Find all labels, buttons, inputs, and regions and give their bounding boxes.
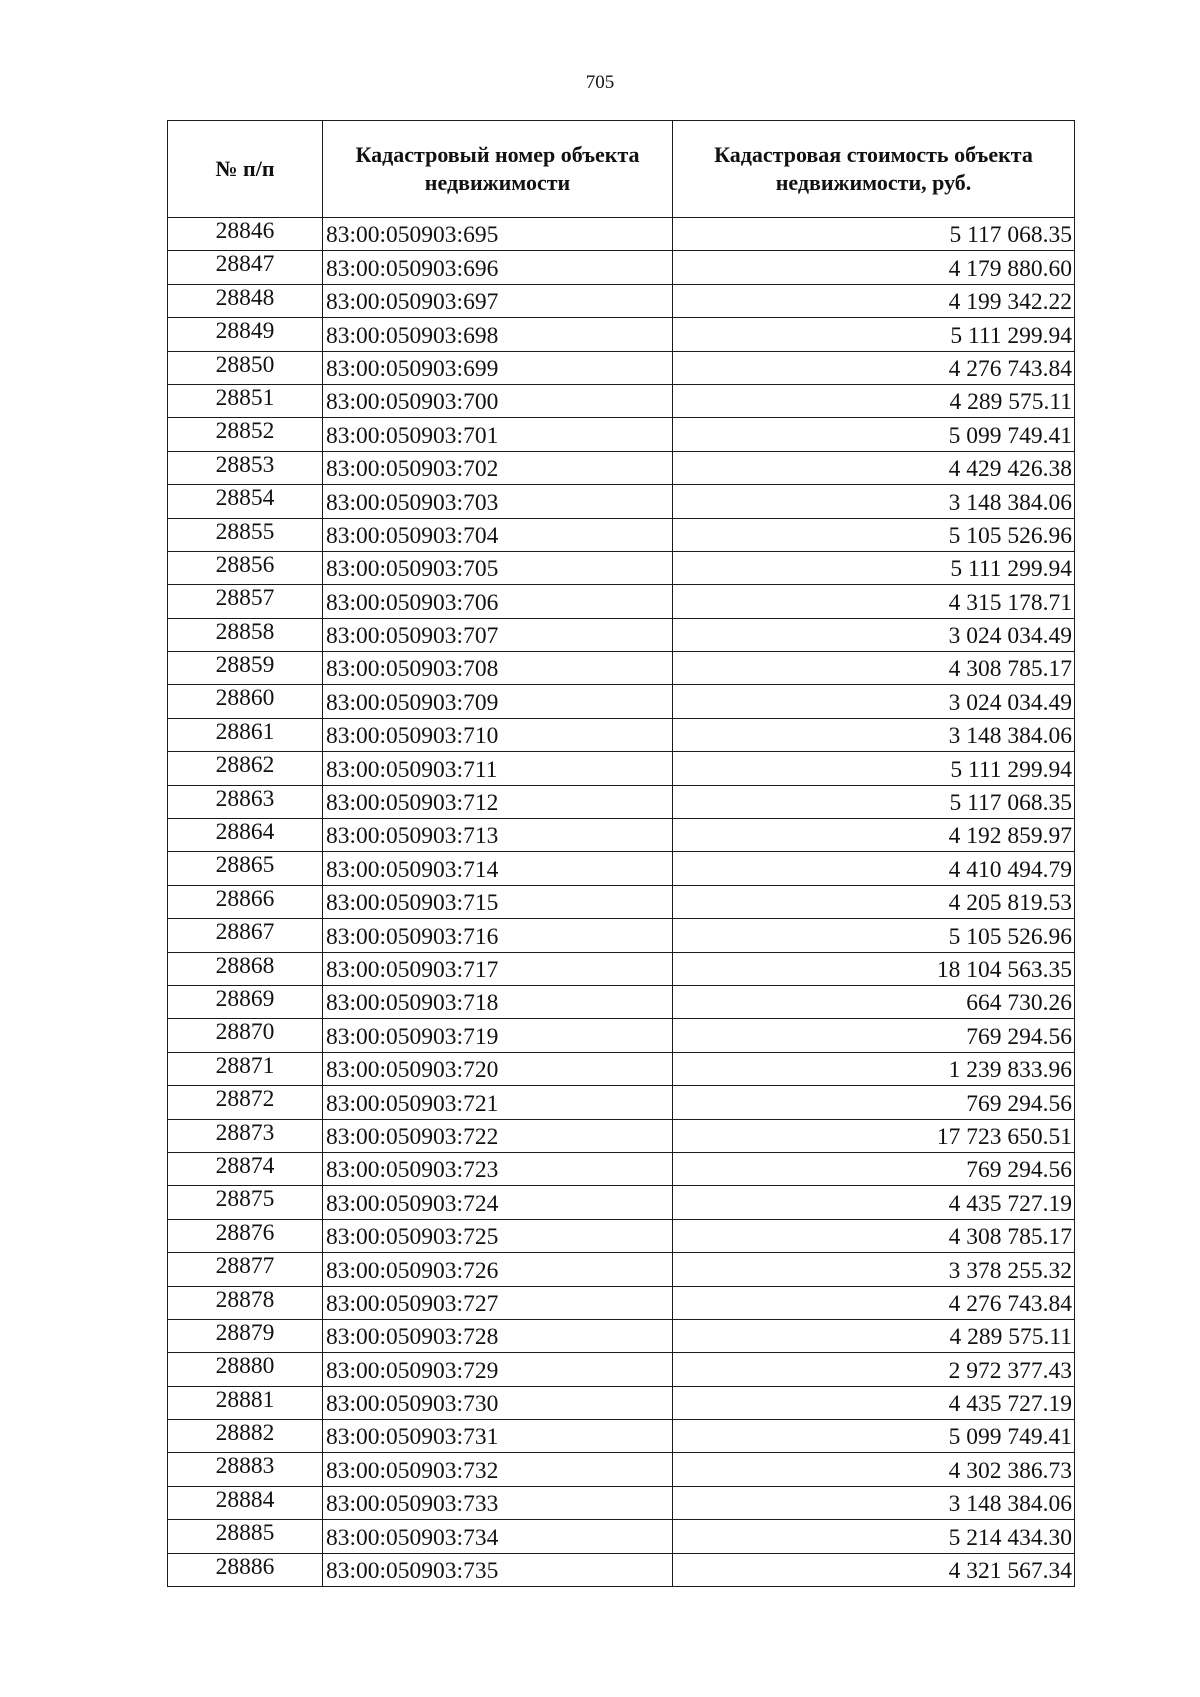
row-number-cell: 28855 (168, 518, 323, 551)
row-number-cell: 28881 (168, 1386, 323, 1419)
row-number-cell: 28875 (168, 1186, 323, 1219)
cadastral-value-cell: 664 730.26 (673, 985, 1075, 1018)
table-row (168, 885, 1075, 918)
cadastral-number-cell: 83:00:050903:734 (323, 1520, 673, 1553)
table-row (168, 1353, 1075, 1386)
cadastral-number-cell: 83:00:050903:718 (323, 985, 673, 1018)
row-number-cell: 28854 (168, 485, 323, 518)
table-row (168, 1052, 1075, 1085)
cadastral-number-cell: 83:00:050903:722 (323, 1119, 673, 1152)
row-number-cell: 28848 (168, 284, 323, 317)
cadastral-value-cell: 5 105 526.96 (673, 919, 1075, 952)
cadastral-number-cell: 83:00:050903:701 (323, 418, 673, 451)
row-number-cell: 28847 (168, 251, 323, 284)
cadastral-value-cell: 2 972 377.43 (673, 1353, 1075, 1386)
cadastral-value-cell: 3 148 384.06 (673, 485, 1075, 518)
table-row (168, 318, 1075, 351)
table-row (168, 718, 1075, 751)
table-row (168, 284, 1075, 317)
table-row (168, 1386, 1075, 1419)
table-row (168, 1486, 1075, 1519)
row-number-cell: 28846 (168, 218, 323, 251)
row-number-cell: 28871 (168, 1052, 323, 1085)
table-row (168, 985, 1075, 1018)
cadastral-value-cell: 4 289 575.11 (673, 384, 1075, 417)
cadastral-number-cell: 83:00:050903:731 (323, 1420, 673, 1453)
row-number-cell: 28885 (168, 1520, 323, 1553)
cadastral-number-cell: 83:00:050903:733 (323, 1486, 673, 1519)
cadastral-value-cell: 5 111 299.94 (673, 752, 1075, 785)
cadastral-number-cell: 83:00:050903:711 (323, 752, 673, 785)
row-number-cell: 28879 (168, 1319, 323, 1352)
row-number-cell: 28851 (168, 384, 323, 417)
cadastral-value-cell: 4 308 785.17 (673, 652, 1075, 685)
table-row (168, 1152, 1075, 1185)
row-number-cell: 28876 (168, 1219, 323, 1252)
cadastral-number-cell: 83:00:050903:697 (323, 284, 673, 317)
cadastral-value-cell: 769 294.56 (673, 1019, 1075, 1052)
cadastral-value-cell: 5 117 068.35 (673, 218, 1075, 251)
cadastral-number-cell: 83:00:050903:730 (323, 1386, 673, 1419)
table-row (168, 685, 1075, 718)
table-row (168, 1453, 1075, 1486)
row-number-cell: 28865 (168, 852, 323, 885)
cadastral-number-cell: 83:00:050903:725 (323, 1219, 673, 1252)
row-number-cell: 28874 (168, 1152, 323, 1185)
cadastral-value-cell: 5 099 749.41 (673, 418, 1075, 451)
cadastral-number-cell: 83:00:050903:708 (323, 652, 673, 685)
cadastral-number-cell: 83:00:050903:713 (323, 819, 673, 852)
table-row (168, 485, 1075, 518)
header-row-number: № п/п (168, 121, 323, 218)
table-row (168, 1219, 1075, 1252)
cadastral-number-cell: 83:00:050903:716 (323, 919, 673, 952)
cadastral-number-cell: 83:00:050903:729 (323, 1353, 673, 1386)
row-number-cell: 28856 (168, 551, 323, 584)
cadastral-number-cell: 83:00:050903:695 (323, 218, 673, 251)
cadastral-number-cell: 83:00:050903:712 (323, 785, 673, 818)
cadastral-number-cell: 83:00:050903:705 (323, 551, 673, 584)
table-row (168, 1553, 1075, 1586)
cadastral-value-cell: 4 289 575.11 (673, 1319, 1075, 1352)
cadastral-value-cell: 4 308 785.17 (673, 1219, 1075, 1252)
cadastral-number-cell: 83:00:050903:702 (323, 451, 673, 484)
cadastral-number-cell: 83:00:050903:723 (323, 1152, 673, 1185)
table-row (168, 351, 1075, 384)
row-number-cell: 28857 (168, 585, 323, 618)
cadastral-value-cell: 4 302 386.73 (673, 1453, 1075, 1486)
table-row (168, 585, 1075, 618)
cadastral-number-cell: 83:00:050903:710 (323, 718, 673, 751)
cadastral-number-cell: 83:00:050903:715 (323, 885, 673, 918)
cadastral-number-cell: 83:00:050903:735 (323, 1553, 673, 1586)
header-cadastral-value: Кадастровая стоимость объекта недвижимости, руб. (673, 121, 1075, 218)
row-number-cell: 28861 (168, 718, 323, 751)
cadastral-value-cell: 4 179 880.60 (673, 251, 1075, 284)
row-number-cell: 28858 (168, 618, 323, 651)
table-row (168, 1019, 1075, 1052)
cadastral-number-cell: 83:00:050903:720 (323, 1052, 673, 1085)
cadastral-value-cell: 5 105 526.96 (673, 518, 1075, 551)
table-row (168, 518, 1075, 551)
table-row (168, 418, 1075, 451)
cadastral-value-table (167, 120, 1075, 1587)
cadastral-value-cell: 4 199 342.22 (673, 284, 1075, 317)
table-row (168, 218, 1075, 251)
table-body (168, 218, 1075, 1587)
row-number-cell: 28849 (168, 318, 323, 351)
table-row (168, 451, 1075, 484)
row-number-cell: 28863 (168, 785, 323, 818)
cadastral-number-cell: 83:00:050903:700 (323, 384, 673, 417)
row-number-cell: 28862 (168, 752, 323, 785)
cadastral-value-cell: 4 315 178.71 (673, 585, 1075, 618)
row-number-cell: 28870 (168, 1019, 323, 1052)
row-number-cell: 28869 (168, 985, 323, 1018)
cadastral-value-cell: 4 276 743.84 (673, 1286, 1075, 1319)
cadastral-number-cell: 83:00:050903:698 (323, 318, 673, 351)
cadastral-value-cell: 1 239 833.96 (673, 1052, 1075, 1085)
row-number-cell: 28882 (168, 1420, 323, 1453)
header-row (168, 121, 1075, 218)
cadastral-value-cell: 3 024 034.49 (673, 685, 1075, 718)
table-row (168, 852, 1075, 885)
cadastral-value-cell: 3 148 384.06 (673, 1486, 1075, 1519)
cadastral-value-cell: 4 276 743.84 (673, 351, 1075, 384)
cadastral-number-cell: 83:00:050903:721 (323, 1086, 673, 1119)
cadastral-number-cell: 83:00:050903:707 (323, 618, 673, 651)
cadastral-number-cell: 83:00:050903:724 (323, 1186, 673, 1219)
cadastral-value-cell: 4 321 567.34 (673, 1553, 1075, 1586)
cadastral-number-cell: 83:00:050903:719 (323, 1019, 673, 1052)
cadastral-number-cell: 83:00:050903:726 (323, 1253, 673, 1286)
cadastral-number-cell: 83:00:050903:732 (323, 1453, 673, 1486)
cadastral-value-cell: 4 410 494.79 (673, 852, 1075, 885)
cadastral-value-cell: 18 104 563.35 (673, 952, 1075, 985)
cadastral-number-cell: 83:00:050903:709 (323, 685, 673, 718)
cadastral-value-cell: 17 723 650.51 (673, 1119, 1075, 1152)
cadastral-value-cell: 4 429 426.38 (673, 451, 1075, 484)
cadastral-number-cell: 83:00:050903:704 (323, 518, 673, 551)
cadastral-number-cell: 83:00:050903:706 (323, 585, 673, 618)
table-row (168, 785, 1075, 818)
header-cadastral-number: Кадастровый номер объекта недвижимости (323, 121, 673, 218)
cadastral-value-cell: 769 294.56 (673, 1086, 1075, 1119)
cadastral-value-cell: 5 111 299.94 (673, 318, 1075, 351)
table-row (168, 618, 1075, 651)
table-row (168, 1086, 1075, 1119)
row-number-cell: 28878 (168, 1286, 323, 1319)
cadastral-value-cell: 5 214 434.30 (673, 1520, 1075, 1553)
table-row (168, 551, 1075, 584)
table-row (168, 1286, 1075, 1319)
row-number-cell: 28873 (168, 1119, 323, 1152)
cadastral-value-cell: 3 378 255.32 (673, 1253, 1075, 1286)
cadastral-number-cell: 83:00:050903:714 (323, 852, 673, 885)
cadastral-number-cell: 83:00:050903:699 (323, 351, 673, 384)
cadastral-value-cell: 4 435 727.19 (673, 1186, 1075, 1219)
row-number-cell: 28866 (168, 885, 323, 918)
row-number-cell: 28868 (168, 952, 323, 985)
cadastral-value-cell: 5 117 068.35 (673, 785, 1075, 818)
cadastral-value-cell: 3 148 384.06 (673, 718, 1075, 751)
table-row (168, 1119, 1075, 1152)
table-row (168, 384, 1075, 417)
table-header (168, 121, 1075, 218)
page-number: 705 (585, 72, 615, 93)
table-row (168, 919, 1075, 952)
cadastral-value-cell: 4 435 727.19 (673, 1386, 1075, 1419)
row-number-cell: 28852 (168, 418, 323, 451)
row-number-cell: 28886 (168, 1553, 323, 1586)
cadastral-value-cell: 4 192 859.97 (673, 819, 1075, 852)
cadastral-value-cell: 3 024 034.49 (673, 618, 1075, 651)
table-row (168, 1420, 1075, 1453)
table-row (168, 952, 1075, 985)
row-number-cell: 28860 (168, 685, 323, 718)
row-number-cell: 28859 (168, 652, 323, 685)
row-number-cell: 28884 (168, 1486, 323, 1519)
table-row (168, 1520, 1075, 1553)
cadastral-value-cell: 5 111 299.94 (673, 551, 1075, 584)
table-row (168, 652, 1075, 685)
cadastral-value-cell: 769 294.56 (673, 1152, 1075, 1185)
cadastral-number-cell: 83:00:050903:717 (323, 952, 673, 985)
cadastral-number-cell: 83:00:050903:703 (323, 485, 673, 518)
table-row (168, 819, 1075, 852)
cadastral-number-cell: 83:00:050903:696 (323, 251, 673, 284)
row-number-cell: 28853 (168, 451, 323, 484)
table-row (168, 251, 1075, 284)
cadastral-number-cell: 83:00:050903:728 (323, 1319, 673, 1352)
table-row (168, 1319, 1075, 1352)
row-number-cell: 28883 (168, 1453, 323, 1486)
cadastral-value-cell: 5 099 749.41 (673, 1420, 1075, 1453)
row-number-cell: 28880 (168, 1353, 323, 1386)
table-row (168, 1253, 1075, 1286)
cadastral-number-cell: 83:00:050903:727 (323, 1286, 673, 1319)
row-number-cell: 28877 (168, 1253, 323, 1286)
table-row (168, 1186, 1075, 1219)
row-number-cell: 28872 (168, 1086, 323, 1119)
table-row (168, 752, 1075, 785)
row-number-cell: 28850 (168, 351, 323, 384)
row-number-cell: 28864 (168, 819, 323, 852)
cadastral-value-cell: 4 205 819.53 (673, 885, 1075, 918)
row-number-cell: 28867 (168, 919, 323, 952)
